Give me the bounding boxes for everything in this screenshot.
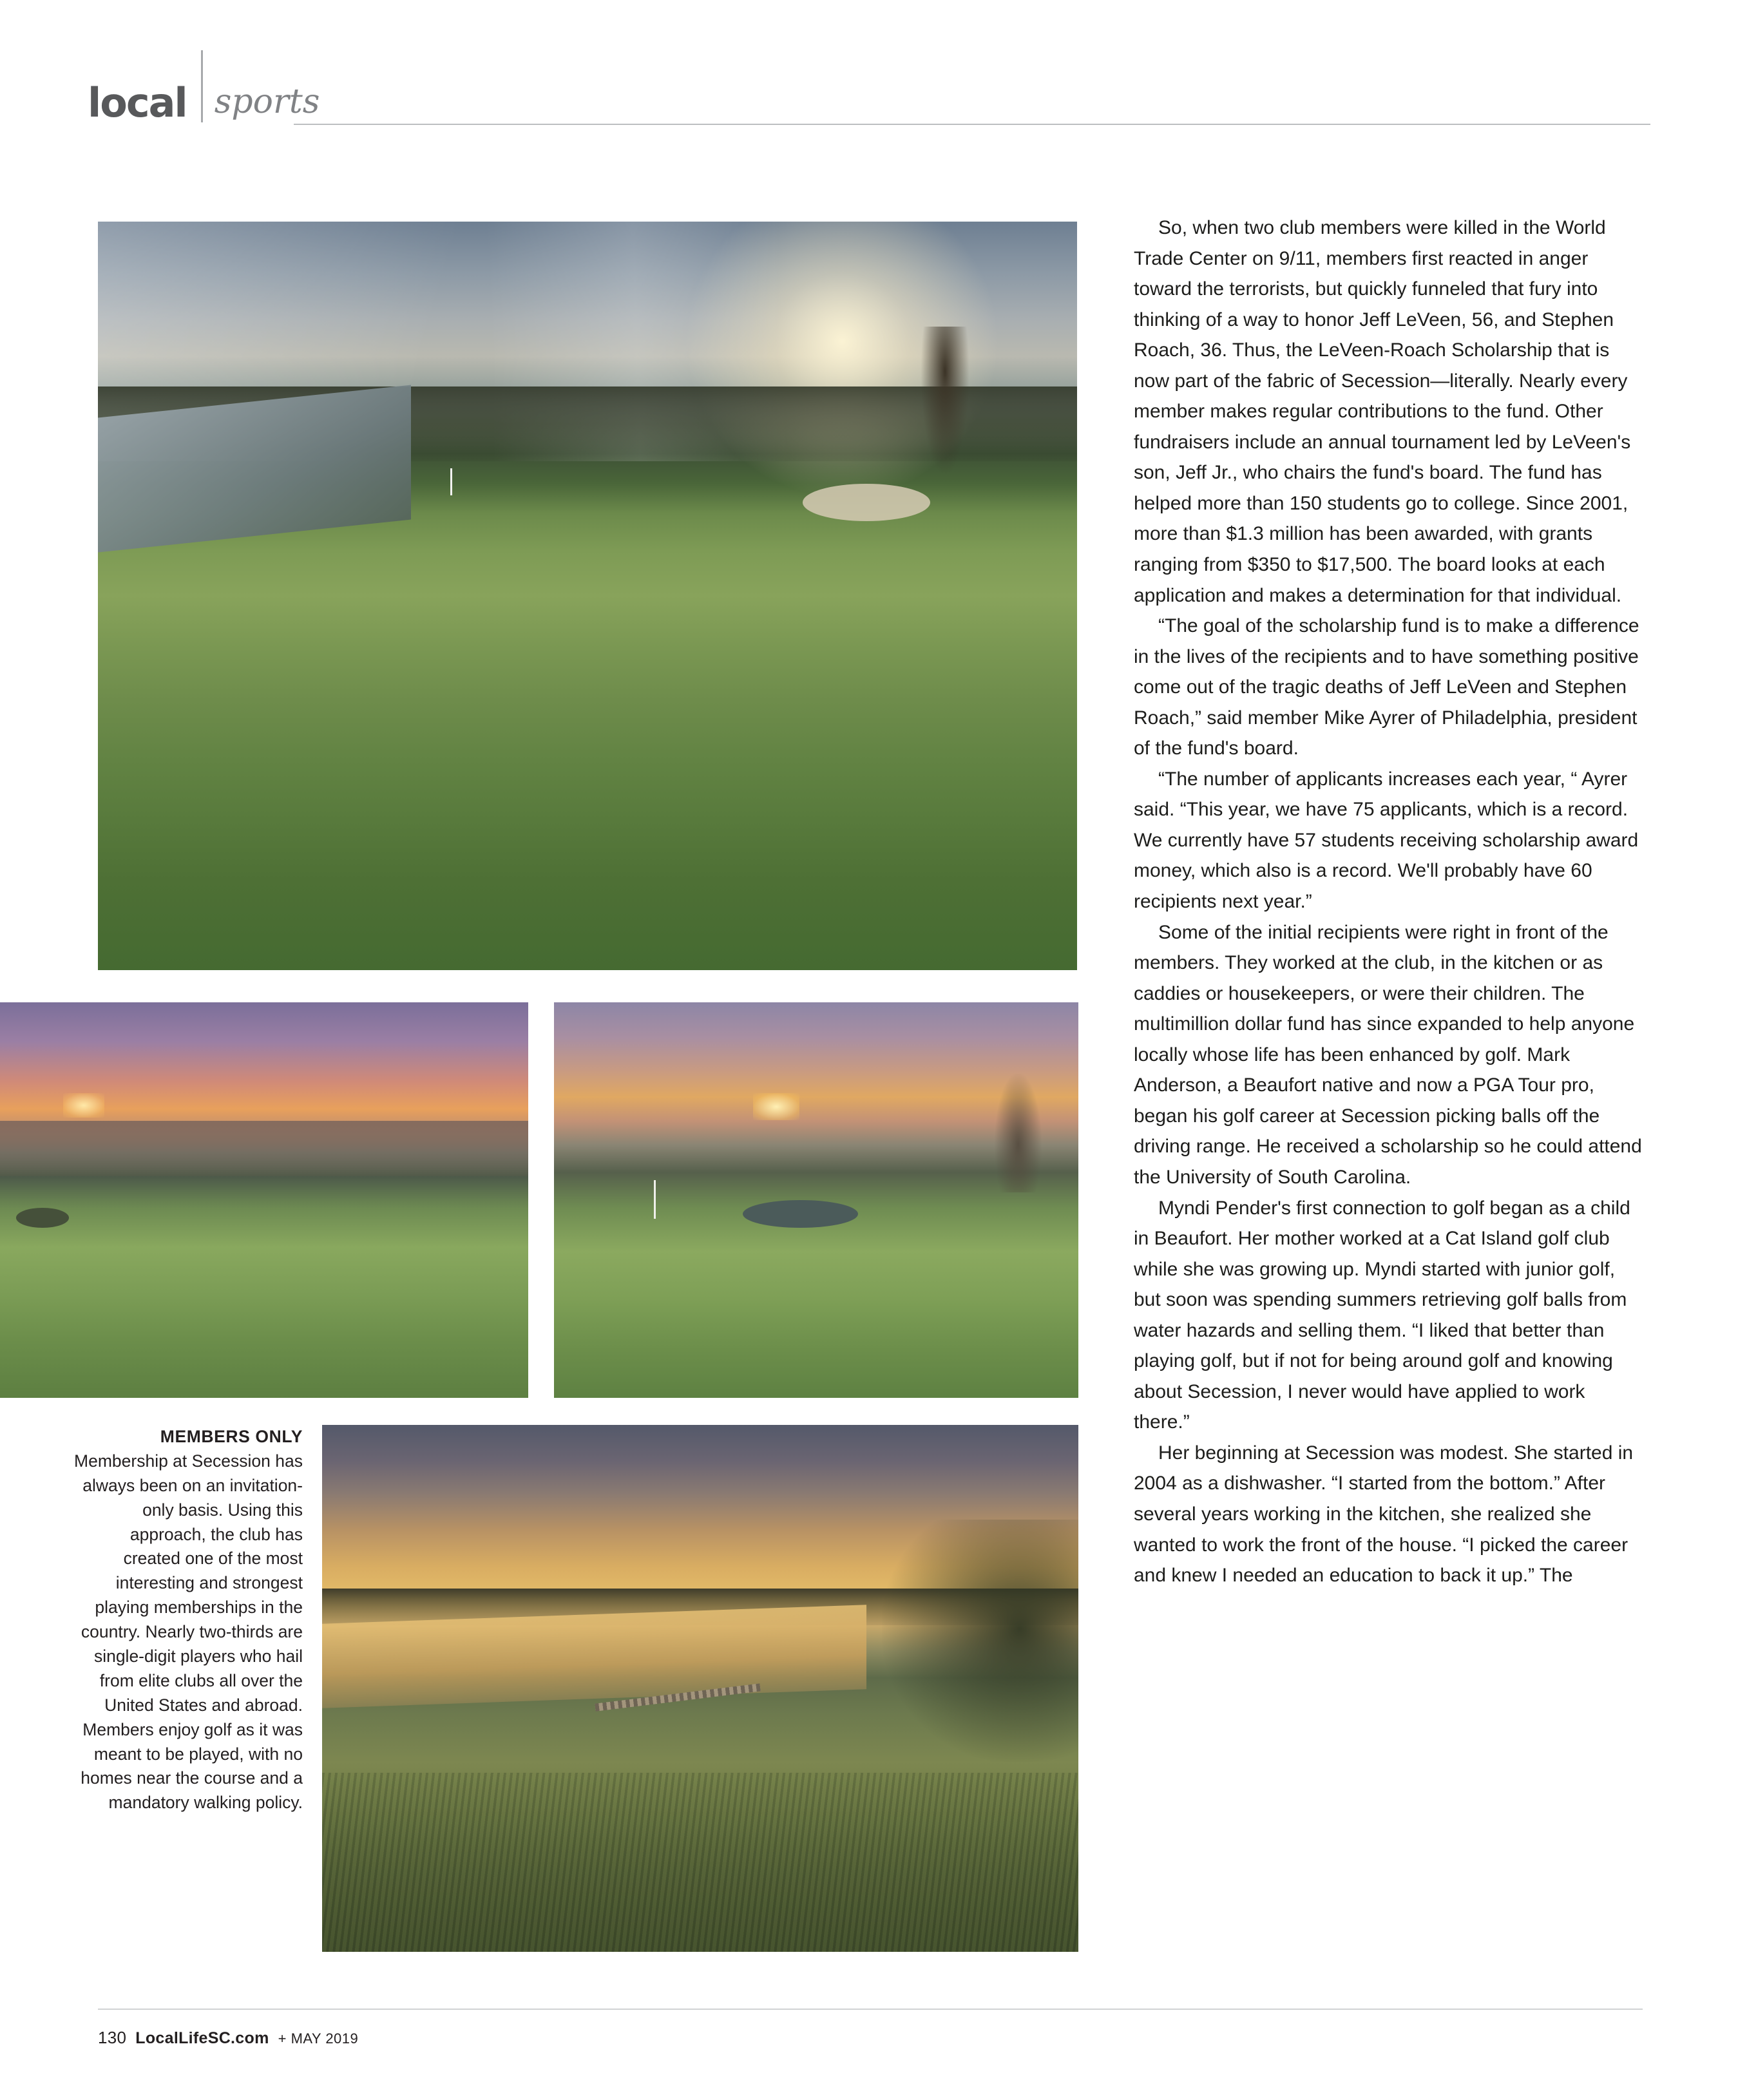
- setting-sun: [753, 1093, 799, 1120]
- setting-sun: [63, 1093, 104, 1118]
- masthead-section-label: sports: [214, 82, 320, 121]
- pine-tree: [921, 327, 969, 476]
- masthead: [88, 59, 320, 127]
- pond-water: [743, 1200, 858, 1228]
- footer-rule: [98, 2009, 1643, 2010]
- article-paragraph: Her beginning at Secession was modest. She started in 2004 as a dishwasher. “I started from the bottom.” After several years working in the kitchen, she realized she wanted to work the front of the house. “I picked the career and knew I needed an education to back it up.” The: [1134, 1442, 1634, 1587]
- hero-golf-course-sunrise-photo: [98, 222, 1077, 970]
- masthead-brand: local: [88, 79, 187, 127]
- masthead-divider: [201, 50, 203, 122]
- article-body-column: [1134, 213, 1643, 1591]
- sunset-green-right-photo: [554, 1002, 1078, 1398]
- photo-caption: [71, 1425, 303, 1815]
- issue-date: + MAY 2019: [278, 2030, 359, 2047]
- header-rule: [294, 124, 1650, 125]
- article-paragraph: So, when two club members were killed in the World Trade Center on 9/11, members first reacted in anger toward the terrorists, but quickly funneled that fury into thinking of a way to honor Jeff LeVeen, 56, and Stephen Roach, 36. Thus, the LeVeen-Roach Scholarship that is now part of the fabric of Secession—literally. Nearly every member makes regular contributions to the fund. Other fundraisers include an annual tournament led by LeVeen's son, Jeff Jr., who chairs the fund's board. The fund has helped more than 150 students go to college. Since 2001, more than $1.3 million has been awarded, with grants ranging from $350 to $17,500. The board looks at each application and makes a determination for that individual.: [1134, 217, 1631, 606]
- sand-bunker: [803, 484, 930, 521]
- website-name: LocalLifeSC.com: [135, 2029, 269, 2047]
- page-number: 130: [98, 2028, 127, 2047]
- page-footer: [98, 2028, 358, 2048]
- article-paragraph: Myndi Pender's first connection to golf began as a child in Beaufort. Her mother worked at a Cat Island golf club while she was growing up. Myndi started with junior golf, but soon was spending summers retrieving golf balls from water hazards and selling them. “I liked that better than playing golf, but if not for being around golf and knowing about Secession, I never would have applied to work there.”: [1134, 1197, 1630, 1433]
- sand-bunker: [16, 1208, 69, 1228]
- marsh-dock-sunset-photo: [322, 1425, 1078, 1952]
- sunset-green-left-photo: [0, 1002, 528, 1398]
- bare-oak-tree: [995, 1074, 1042, 1192]
- article-paragraph: “The goal of the scholarship fund is to make a difference in the lives of the recipients and to have something positive come out of the tragic deaths of Jeff LeVeen and Stephen Roach,” said member Mike Ayrer of Philadelphia, president of the fund's board.: [1134, 615, 1639, 759]
- article-paragraph: Some of the initial recipients were right in front of the members. They worked at the club, in the kitchen or as caddies or housekeepers, or were their children. The multimillion dollar fund has since expanded to help anyone locally whose life has been enhanced by golf. Mark Anderson, a Beaufort native and now a PGA Tour pro, began his golf career at Secession picking balls off the driving range. He received a scholarship so he could attend the University of South Carolina.: [1134, 921, 1642, 1188]
- marsh-grass: [322, 1773, 1078, 1952]
- tidal-creek-water: [322, 1605, 866, 1708]
- page-header: [0, 0, 1738, 161]
- flagstick: [450, 468, 452, 495]
- live-oak-tree: [882, 1520, 1078, 1762]
- caption-heading: MEMBERS ONLY: [160, 1427, 303, 1446]
- flagstick: [654, 1180, 656, 1219]
- marsh-band: [0, 1121, 528, 1176]
- caption-text: Membership at Secession has always been on an invitation-only basis. Using this approach, the club has created one of the most interesting and strongest playing memberships in the country. Nearly two-thirds are single-digit players who hail from elite clubs all over the United States and abroad. Members enjoy golf as it was meant to be played, with no homes near the course and a mandatory walking policy.: [74, 1451, 303, 1813]
- article-paragraph: “The number of applicants increases each year, “ Ayrer said. “This year, we have 75 applicants, which is a record. We currently have 57 students receiving scholarship award money, which also is a record. We'll probably have 60 recipients next year.”: [1134, 768, 1639, 913]
